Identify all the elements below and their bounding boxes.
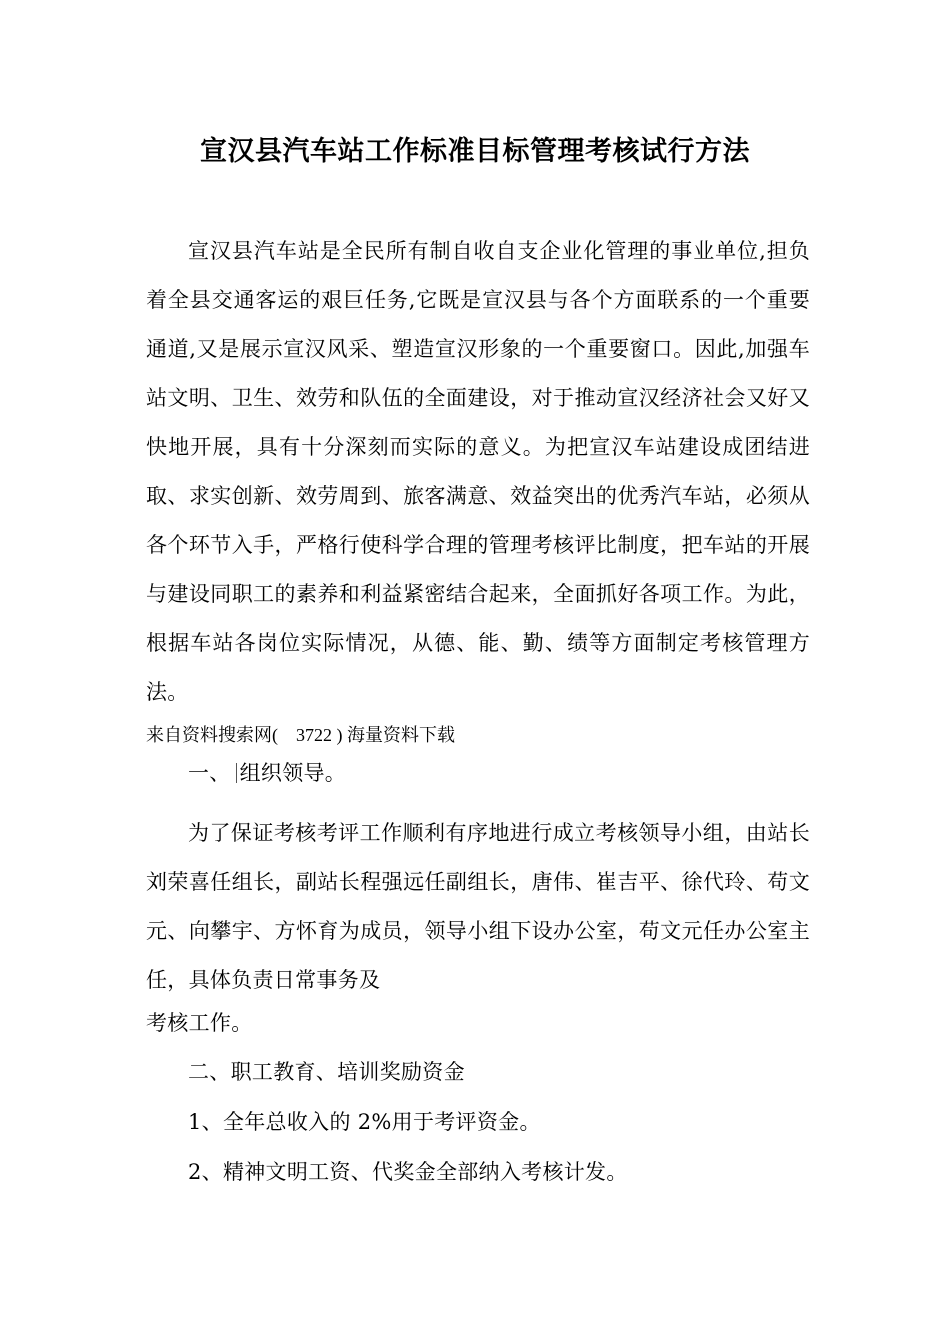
source-line-suffix: 海量资料下载: [347, 725, 455, 745]
section2-heading: 二、职工教育、培训奖励资金: [188, 1060, 465, 1084]
source-line-number: 3722 ): [296, 725, 343, 745]
section1-paragraph: 为了保证考核考评工作顺利有序地进行成立考核领导小组，由站长刘荣喜任组长，副站长程强远任副组长，唐伟、崔吉平、徐代玲、苟文元、向攀宇、方怀育为成员，领导小组下设办公室，苟文元任办公室主任，具体负责日常事务及: [146, 821, 810, 992]
text-cursor: [236, 763, 237, 783]
list-item-1: 1、全年总收入的 2%用于考评资金。: [188, 1110, 541, 1134]
section1-title: 组织领导。: [239, 761, 347, 785]
section1-heading: [188, 758, 346, 788]
source-line-prefix: 来自资料搜索网(: [146, 725, 278, 745]
intro-paragraph: 宣汉县汽车站是全民所有制自收自支企业化管理的事业单位,担负着全县交通客运的艰巨任务,它既是宣汉县与各个方面联系的一个重要通道,又是展示宣汉风采、塑造宣汉形象的一个重要窗口。因此,加强车站文明、卫生、效劳和队伍的全面建设，对于推动宣汉经济社会又好又快地开展，具有十分深刻而实际的意义。为把宣汉车站建设成团结进取、求实创新、效劳周到、旅客满意、效益突出的优秀汽车站，必须从各个环节入手，严格行使科学合理的管理考核评比制度，把车站的开展与建设同职工的素养和利益紧密结合起来，全面抓好各项工作。为此，根据车站各岗位实际情况，从德、能、勤、绩等方面制定考核管理方法。: [146, 239, 810, 704]
section1-continuation: 考核工作。: [146, 1011, 253, 1035]
source-line: [146, 722, 455, 748]
document-title: 宣汉县汽车站工作标准目标管理考核试行方法: [200, 136, 750, 167]
list-item-2: 2、精神文明工资、代奖金全部纳入考核计发。: [188, 1160, 628, 1184]
section1-number: 一、: [188, 761, 231, 785]
